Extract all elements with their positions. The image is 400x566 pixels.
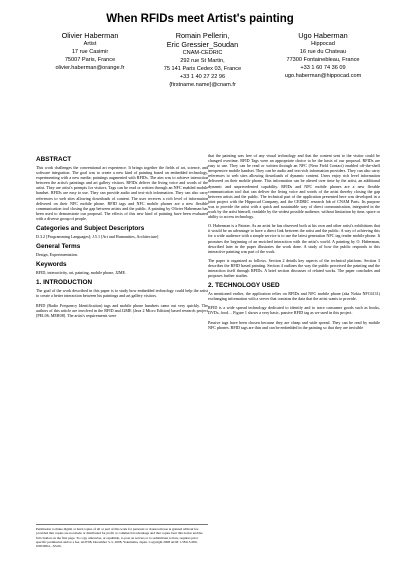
author-line: 292 rue St Martin,	[180, 58, 225, 64]
abstract-text: This work challenges the conventional art experience. It brings together the fields of art, science, and software integration. The goal was to create a new kind of painting based on embedded technology, experimenting with a new media: paintings augmented with RFIDs. The aim was to achieve interaction between the artist's paintings and art gallery visitors. RFIDs deliver the living voice and words of the artist. They are artist's prompts for visitors. Tags can be read or written through an NFC enabled mobile handset. RFIDs are easy to use. They can provide audio and text-rich information. They can also carry references to web sites allowing downloads of content. The user receives a rich level of information delivered on their NFC mobile phone. RFID tags and NFC mobile phones are a new flexible communication tool closing the gap between artists and the public. A painting by Olivier Haberman has been used to demonstrate our proposal. The effects of this new kind of painting have been evaluated with a diverse group of people.	[36, 165, 208, 221]
author-line: 16 rue du Chateau	[299, 49, 347, 55]
author-line: 75 141 Paris Cedex 03, France	[163, 66, 242, 72]
body-paragraph: O. Haberman is a Painter. As an artist he has observed both at his own and other artist's exhibitions that it would be an advantage to have a direct link between the artist and the public. A way of achieving this for a wide audience with a simple service is to use the latest generation NFC tag reader mobile phone. It promises the beginning of an enriched interaction with the artist's world. A painting by O. Haberman, described later in the paper illustrates the work done. A study of how the public responds to this interactive painting was part of the work.	[208, 223, 380, 254]
author-name: Olivier Haberman	[61, 31, 119, 40]
categories-heading: Categories and Subject Descriptors	[36, 225, 145, 233]
introduction-heading: 1. INTRODUCTION	[36, 279, 93, 287]
copyright-notice: Permission to make digital or hard copies of all or part of this work for personal or classroom use is granted without fee provided that copies are not made or distributed for profit or commercial advantage and that copies bear this notice and the full citation on the first page. To copy otherwise, or republish, to post on servers or to redistribute to lists, requires prior specific permission and/or a fee. ACE'08, December 3–5, 2008, Yokohama, Japan. Copyright 2008 ACM 1-58113-000-0/00/0004…$5.00.	[36, 524, 208, 548]
general-terms-heading: General Terms	[36, 243, 81, 251]
right-column	[208, 153, 380, 334]
categories-text: D.3.2 [Programming Languages]; J.5.1 [Art and Humanities, Architecture]	[36, 234, 159, 240]
author-1	[40, 31, 140, 72]
general-terms-text: Design, Experimentation.	[36, 252, 78, 258]
author-2	[145, 31, 260, 89]
author-block	[0, 31, 400, 136]
body-paragraph: that the painting was free of any visual technology and that the content sent to the visitor could be changed overtime. RFID Tags were an appropriate choice to be the basis of our proposal. RFIDs are easy to use. They can be read or written through an NFC (Near Field Contact) enabled off-the-shelf inexpensive mobile handset. They can be audio and text-rich information providers. They can also carry references to web sites allowing downloads of dynamic content. Users enjoy rich level information delivered on their mobile phone. This information can be altered over time by the artist, an additional dynamic and unprecedented capability. RFIDs and NFC mobile phones are a new flexible communication tool that can deliver the living voice and words of the artist thereby closing the gap between artists and the public. The technical part of the application presented here was developed in a joint project with the Hippocad Company, and the CEDRIC research lab of CNAM Paris. Its purpose was to provide the artist with a quick and sustainable way of direct communication, integrated in the work by the artist himself, readable by the widest possible audience, without limitation by time, space or ability to access technology.	[208, 153, 380, 220]
author-name: Ugo Haberman	[298, 31, 348, 40]
author-line: Artist	[83, 41, 97, 47]
keywords-text: RFID, interactivity, art, painting, mobile phone, J2ME.	[36, 270, 127, 276]
introduction-paragraph: RFID (Radio Frequency Identification) tags and mobile phone handsets came out very quickly. The authors of this article are involved in the RFID and J2ME (Java 2 Micro Edition) based research project [PEL06, MER08]. The artist's requirements were	[36, 302, 208, 318]
paper-title: When RFIDs meet Artist's painting	[106, 13, 294, 25]
body-paragraph: Passive tags have been chosen because they are cheap and wide spread. They can be read by mobile NFC phones. RFID tags are thin and can be embedded in the painting so that they are invisible	[208, 319, 380, 330]
author-line: CNAM-CEDRIC	[182, 50, 223, 56]
keywords-heading: Keywords	[36, 261, 67, 269]
author-line: +33 1 60 74 36 09	[300, 65, 346, 71]
author-line: olivier.haberman@orange.fr	[55, 65, 125, 71]
author-name: Eric Gressier_Soudan	[166, 40, 239, 49]
author-line: 77300 Fontainebleau, France	[286, 57, 360, 63]
left-column	[36, 156, 208, 322]
technology-heading: 2. TECHNOLOGY USED	[208, 282, 280, 290]
author-line: {firstname.name}@cnam.fr	[169, 82, 236, 88]
introduction-paragraph: The goal of the work described in this paper is to study how embedded technology could help the artist to create a better interaction between his paintings and art gallery visitors.	[36, 288, 208, 299]
author-3	[268, 31, 378, 80]
author-line: 17 rue Casimir	[71, 49, 109, 55]
author-line: ugo.haberman@hippocad.com	[284, 73, 362, 79]
body-paragraph: As mentioned earlier, the application relies on RFIDs and NFC mobile phone (aka Nokia NFC6131) exchanging information with a server that contains the data that the artist wants to provide.	[208, 291, 380, 302]
abstract-heading: ABSTRACT	[36, 156, 72, 163]
author-line: Hippocad	[311, 41, 335, 47]
author-line: 75007 Paris, France	[64, 57, 116, 63]
author-line: +33 1 40 27 22 96	[179, 74, 226, 80]
body-paragraph: The paper is organized as follows. Section 2 details key aspects of the technical platform. Section 3 describes the RFID based painting. Section 4 outlines the way the public perceived the painting and the interaction itself through RFIDs. A brief section discusses of related works. The paper concludes and proposes further studies.	[208, 257, 380, 279]
author-name: Romain Pellerin,	[175, 31, 230, 40]
body-paragraph: RFID is a wide spread technology dedicated to identify and to trace consumer goods such as books, DVDs, food… Figure 1 shows a very basic, passive RFID tag as we used in this project.	[208, 305, 380, 316]
